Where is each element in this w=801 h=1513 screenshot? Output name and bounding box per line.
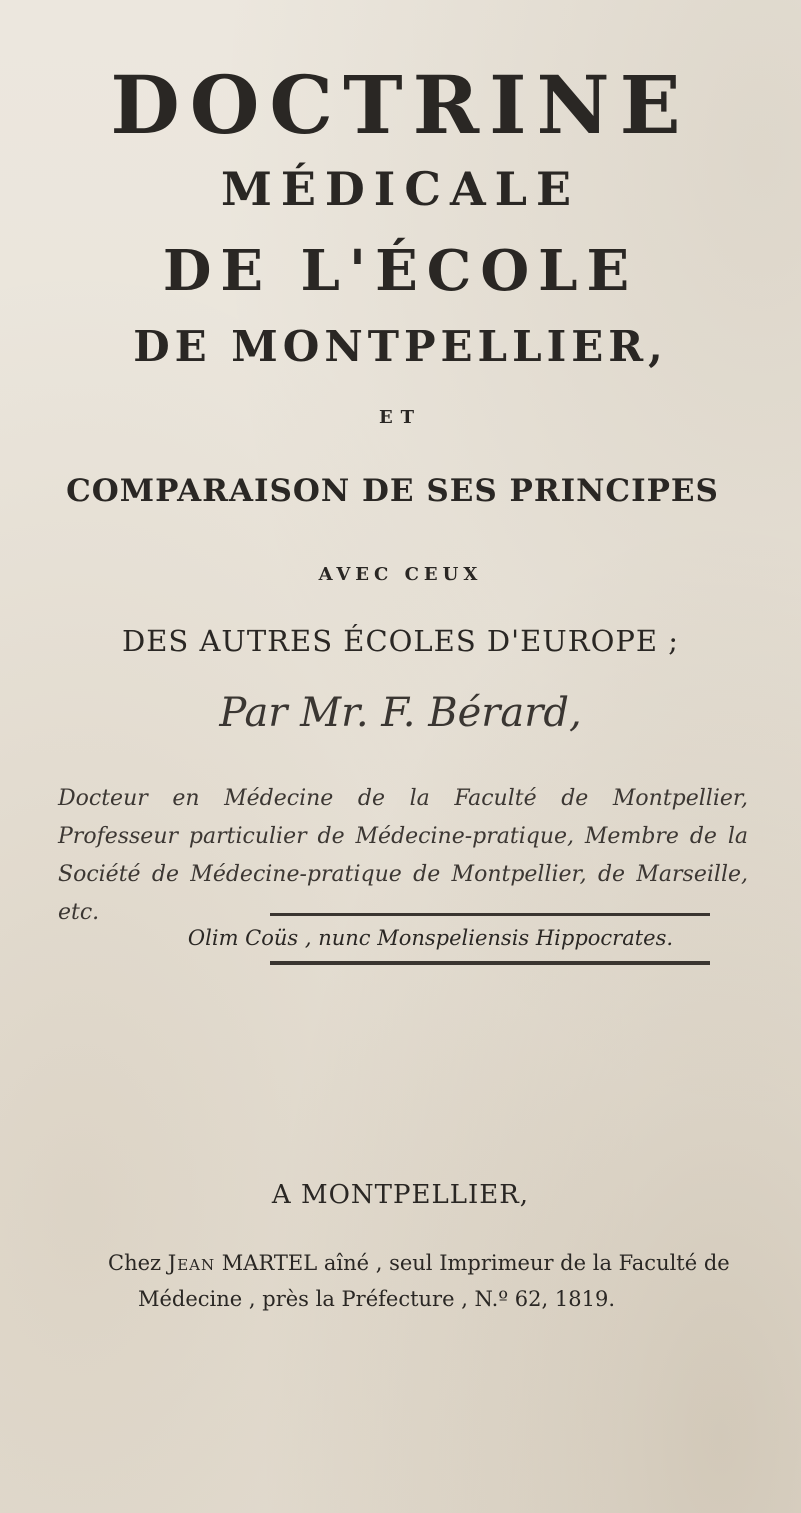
title-line-montpellier: DE MONTPELLIER,: [133, 322, 668, 371]
motto-rule-bottom: [270, 961, 710, 965]
imprint-block: [108, 1245, 748, 1317]
imprint-printer-rest: MARTEL aîné , seul Imprimeur de la Faculté de: [221, 1251, 730, 1275]
author-credentials: Docteur en Médecine de la Faculté de Montpellier, Professeur particulier de Médecine-pratique, Membre de la Société de Médecine-pratique de Montpellier, de Marseille, etc.: [58, 786, 748, 925]
author-name: Par Mr. F. Bérard,: [219, 690, 582, 736]
title-line-medicale: MÉDICALE: [220, 162, 581, 216]
imprint-line2: Médecine , près la Préfecture , N.º 62, 1819.: [138, 1287, 615, 1311]
imprint-printer-first: Jean: [167, 1251, 216, 1275]
motto-rule-top: [270, 913, 710, 916]
motto: Olim Coüs , nunc Monspeliensis Hippocrates.: [187, 926, 674, 950]
title-line-comparaison: COMPARAISON DE SES PRINCIPES: [66, 473, 719, 509]
imprint-place: A MONTPELLIER,: [271, 1180, 530, 1210]
title-line-autres-ecoles: DES AUTRES ÉCOLES D'EUROPE ;: [121, 624, 680, 658]
title-line-et: ET: [378, 407, 423, 428]
imprint-chez: Chez: [108, 1251, 162, 1275]
title-line-de-lecole: DE L'ÉCOLE: [162, 238, 639, 304]
title-line-doctrine: DOCTRINE: [110, 58, 691, 152]
title-line-avec-ceux: AVEC CEUX: [318, 564, 483, 585]
